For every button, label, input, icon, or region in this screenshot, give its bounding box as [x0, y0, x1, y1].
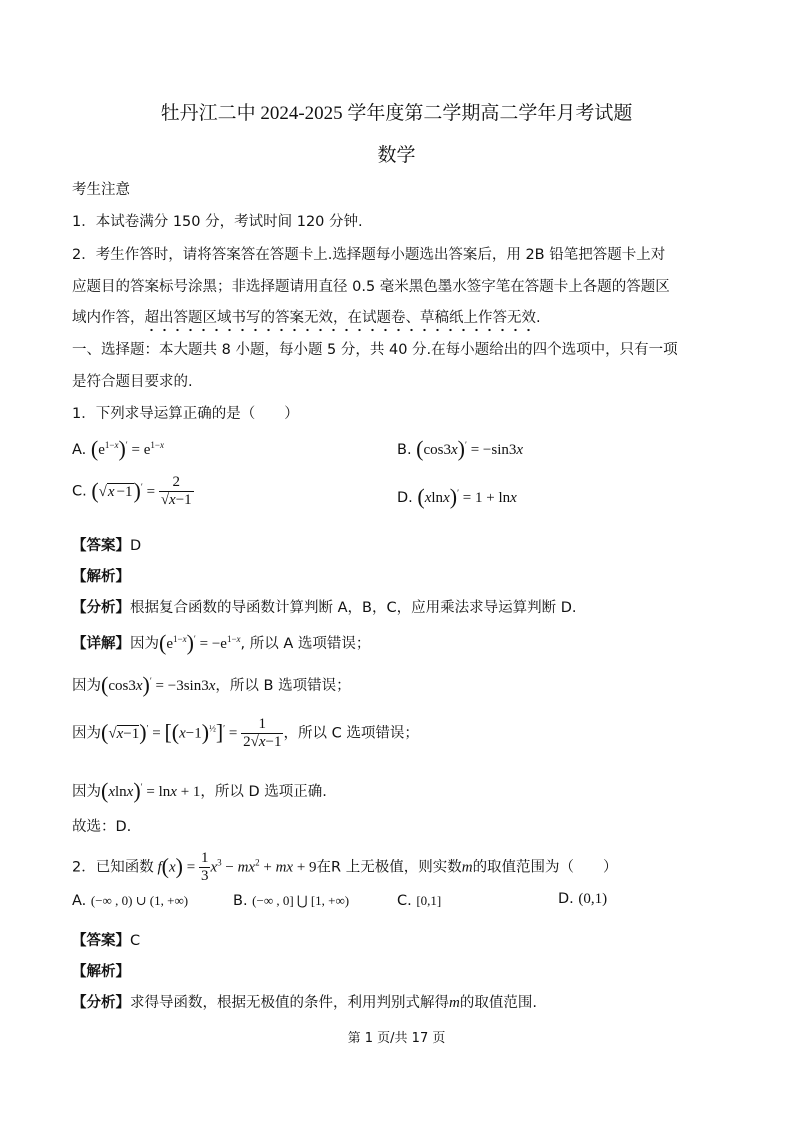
q1-answer-value: D — [130, 538, 142, 554]
notice-item-2-line-3 — [72, 306, 541, 327]
notice-item-2-line-3-end: . — [536, 310, 541, 326]
notice-item-2-line-1: 2．考生作答时，请将答案答在答题卡上.选择题每小题选出答案后，用 2B 铅笔把答题卡上对 — [72, 247, 666, 263]
q1-stem: 1．下列求导运算正确的是（ ） — [72, 406, 299, 422]
q1-option-d — [397, 484, 517, 510]
q1-detail-a: 【详解】因为$(e^{1-x})' = -e^{1-x}$, 所以 A 选项错误； — [72, 630, 371, 655]
exam-title: 牡丹江二中 2024-2025 学年度第二学期高二学年月考试题 — [160, 103, 633, 124]
q2-jiexi: 【解析】 — [72, 964, 130, 980]
q2-analysis: 【分析】求得导函数，根据无极值的条件，利用判别式解得m的取值范围. — [72, 995, 537, 1011]
q2-option-b-value: (−∞ , 0] ⋃ [1, +∞) — [252, 893, 350, 908]
q1-choose: 故选：D. — [72, 819, 132, 835]
subject-title: 数学 — [377, 145, 416, 166]
q2-option-c-value: [0,1] — [416, 893, 442, 908]
q2-answer: 【答案】C — [72, 933, 141, 949]
q2-stem: 2．已知函数 f(x) = $\frac{1}{3}$ $x^3 - mx^2$ + mx + 9在R 上无极值，则实数m的取值范围为（ ） — [72, 850, 618, 884]
q1-option-c-label: C. — [72, 483, 87, 500]
page-footer: 第 1 页/共 17 页 — [347, 1031, 446, 1046]
q1-option-b-label: B. — [397, 442, 412, 458]
q1-option-c-formula: (√x −1)′ = $\frac{2}{√x-1}$ — [91, 474, 192, 508]
q1-detail-b: 因为(cos3x)′ = −3sin3x，所以 B 选项错误； — [72, 672, 351, 697]
q2-option-d-value: (0,1) — [578, 891, 608, 907]
section-1-line-2: 是符合题目要求的. — [72, 374, 193, 390]
q1-option-a — [72, 436, 164, 462]
q1-option-a-label: A. — [72, 442, 87, 458]
section-1-line-1: 一、选择题：本大题共 8 小题，每小题 5 分，共 40 分.在每小题给出的四个选项中，只有一项 — [72, 342, 678, 358]
q2-option-b: B. (−∞ , 0] ⋃ [1, +∞) — [233, 893, 350, 909]
q1-option-c — [72, 474, 194, 509]
q1-option-d-label: D. — [397, 490, 413, 506]
q2-option-c: C. [0,1] — [397, 893, 442, 909]
notice-item-1: 1．本试卷满分 150 分，考试时间 120 分钟. — [72, 214, 363, 230]
q2-option-a: A. (−∞ , 0) ∪ (1, +∞) — [72, 893, 189, 909]
notice-heading: 考生注意 — [72, 182, 130, 198]
emphasized-warning: 超出答题区域书写的答案无效，在试题卷、草稿纸上作答无效 — [145, 310, 537, 332]
q1-option-b-formula: (cos3x)′ = −sin3x — [416, 436, 524, 461]
q1-jiexi: 【解析】 — [72, 569, 130, 585]
q1-option-d-formula: (xlnx)′ = 1 + lnx — [417, 484, 517, 509]
q1-option-a-formula: $(e^{1-x})' = e^{1-x}$ — [90, 436, 164, 461]
q2-answer-value: C — [130, 933, 141, 949]
notice-item-2-line-3-start: 域内作答， — [72, 310, 145, 326]
q1-answer: 【答案】D — [72, 538, 142, 554]
q2-option-a-value: (−∞ , 0) ∪ (1, +∞) — [90, 893, 189, 908]
notice-item-2-line-2: 应题目的答案标号涂黑；非选择题请用直径 0.5 毫米黑色墨水签字笔在答题卡上各题的答题区 — [72, 279, 670, 295]
q1-analysis: 【分析】根据复合函数的导函数计算判断 A，B，C，应用乘法求导运算判断 D. — [72, 600, 577, 616]
q1-detail-c: 因为$(√x-1)' = [(x-1)^{\frac{1}{2}}]'$ = $\frac{1}{2√x-1}$ ，所以 C 选项错误； — [72, 716, 419, 750]
q1-detail-d: 因为(xlnx)′ = lnx + 1，所以 D 选项正确. — [72, 778, 327, 803]
q2-option-d: D. (0,1) — [558, 891, 608, 907]
q1-option-b — [397, 436, 523, 462]
